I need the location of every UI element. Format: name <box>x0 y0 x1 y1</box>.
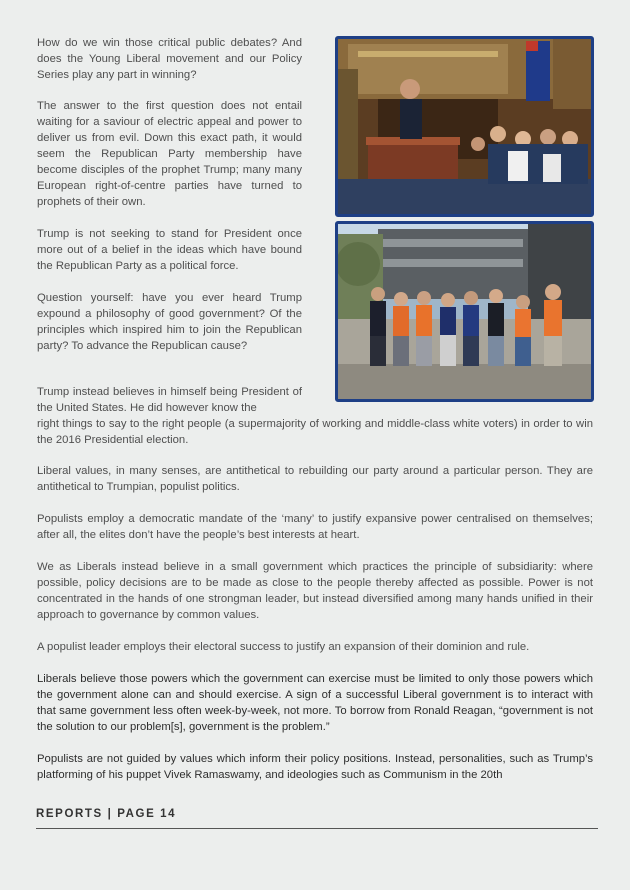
group-outdoor-photo <box>335 221 594 402</box>
page-footer-label: REPORTS | PAGE 14 <box>36 808 177 820</box>
paragraph-trump-not-seeking: Trump is not seeking to stand for President once more out of a belief in the ideas which have bound the Republican Party as a political force. <box>37 228 302 272</box>
paragraph-liberals-believe: Liberals believe those powers which the government can exercise must be limited to only those powers which the government alone can and should exercise. A sign of a successful Liberal government is to interact with that same government less often week-by-week, not more. To borrow from Ronald Reagan, “government is not the solution to our problem[s], government is the problem.” <box>37 673 593 733</box>
parliament-chamber-photo <box>335 36 594 217</box>
paragraph-trump-believes-end: right things to say to the right people (a supermajority of working and middle-class white voters) in order to win the 2016 Presidential election. <box>37 418 593 446</box>
paragraph-populist-leader: A populist leader employs their electoral success to justify an expansion of their dominion and rule. <box>37 641 530 653</box>
paragraph-trump-believes-start: Trump instead believes in himself being President of the United States. He did however know the <box>37 386 302 414</box>
paragraph-intro-question: How do we win those critical public debates? And does the Young Liberal movement and our Policy Series play any part in winning? <box>37 37 302 81</box>
paragraph-saviour: The answer to the first question does not entail waiting for a saviour of electric appeal and power to deliver us from evil. Down this exact path, it would seem the Republican Party membership have become disciples of the prophet Trump; many many European right-of-centre parties have turned to prophets of their own. <box>37 100 302 208</box>
paragraph-liberal-values: Liberal values, in many senses, are antithetical to rebuilding our party around a particular person. They are antithetical to Trumpian, populist politics. <box>37 465 593 493</box>
paragraph-subsidiarity: We as Liberals instead believe in a small government which practices the principle of subsidiarity: where possible, policy decisions are to be made as close to the people thereby affected as possible. Power is not concentrated in the hands of one strongman leader, but instead diversified among many hands unified in their approach to governance by common values. <box>37 561 593 621</box>
paragraph-populists-mandate: Populists employ a democratic mandate of the ‘many’ to justify expansive power centralised on themselves; after all, the elites don’t have the people’s best interests at heart. <box>37 513 593 541</box>
footer-divider <box>36 828 598 829</box>
paragraph-question-yourself: Question yourself: have you ever heard Trump expound a philosophy of good government? Of the principles which inspired him to join the Republican party? To advance the Republican cause? <box>37 292 302 352</box>
paragraph-populists-values: Populists are not guided by values which inform their policy positions. Instead, personalities, such as Trump’s platforming of his puppet Vivek Ramaswamy, and ideologies such as Communism in the 20th <box>37 753 593 781</box>
